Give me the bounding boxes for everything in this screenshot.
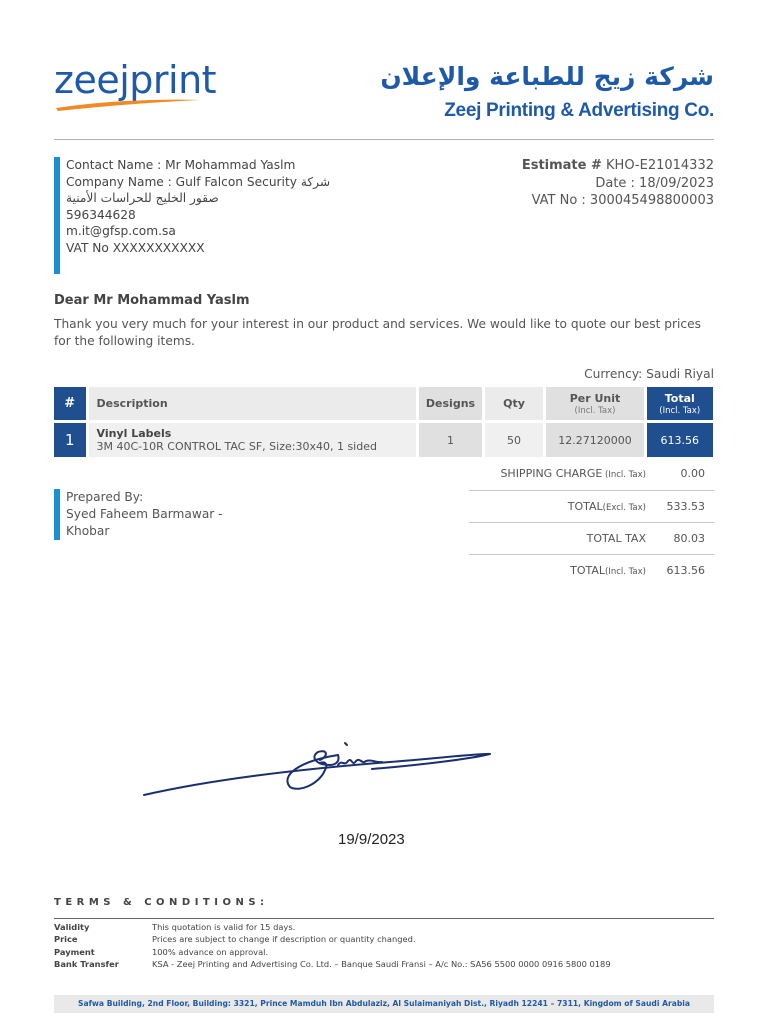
logo-swoosh-icon <box>54 94 204 114</box>
totals-value: 613.56 <box>666 563 705 577</box>
contact-phone: 596344628 <box>66 207 136 222</box>
totals-label <box>469 490 654 522</box>
totals-label-text: SHIPPING CHARGE <box>500 467 603 481</box>
totals-label-text: TOTAL <box>567 499 603 513</box>
totals-row-excl-tax <box>469 490 714 522</box>
company-name-arabic: شركة زيج للطباعة والإعلان <box>380 62 714 91</box>
prepared-by-name: Syed Faheem Barmawar - <box>66 506 223 521</box>
intro-text: Thank you very much for your interest in our product and services. We would like to quote our best prices for the following items. <box>54 317 701 348</box>
estimate-date: Date : 18/09/2023 <box>595 175 714 191</box>
col-header-description: Description <box>87 387 418 420</box>
contact-email: m.it@gfsp.com.sa <box>66 224 176 238</box>
totals-row-tax <box>469 522 714 554</box>
per-unit-note: (Incl. Tax) <box>574 405 616 416</box>
terms-value: KSA - Zeej Printing and Advertising Co. Ltd. – Banque Saudi Fransi – A/c No.: SA56 5500 0000 0916 5800 0189 <box>152 959 611 970</box>
terms-divider <box>54 918 714 919</box>
prepared-by-location: Khobar <box>66 523 110 538</box>
handwritten-signature <box>140 735 500 800</box>
contact-name: Contact Name : Mr Mohammad Yaslm <box>66 158 296 172</box>
totals-label <box>469 522 654 554</box>
col-header-qty: Qty <box>484 387 545 420</box>
contact-company-arabic: صقور الخليج للحراسات الأمنية <box>66 191 219 205</box>
logo-text: zeejprint <box>54 58 217 102</box>
company-logo <box>54 58 217 118</box>
totals-value: 80.03 <box>654 522 714 554</box>
terms-row <box>54 946 714 958</box>
estimate-number: KHO-E21014332 <box>606 158 714 173</box>
greeting: Dear Mr Mohammad Yaslm <box>54 293 250 308</box>
terms-key: Bank Transfer <box>54 959 119 970</box>
terms-value: 100% advance on approval. <box>152 946 269 957</box>
total-note: (Incl. Tax) <box>659 405 701 416</box>
terms-row <box>54 958 714 970</box>
contact-vat: VAT No XXXXXXXXXXX <box>66 240 205 255</box>
contact-company: Company Name : Gulf Falcon Security شركة <box>66 174 331 189</box>
items-header-row <box>54 387 713 420</box>
total-label: Total <box>664 391 695 405</box>
item-qty: 50 <box>484 423 545 457</box>
totals-value: 533.53 <box>654 490 714 522</box>
currency-label: Currency: Saudi Riyal <box>584 367 714 381</box>
terms-row <box>54 933 714 945</box>
terms-title: TERMS & CONDITIONS: <box>54 897 269 908</box>
col-header-total <box>646 387 713 420</box>
per-unit-label: Per Unit <box>569 391 621 405</box>
estimate-vat: VAT No : 300045498800003 <box>531 193 714 208</box>
estimate-number-line <box>522 157 714 175</box>
terms-value: Prices are subject to change if description or quantity changed. <box>152 934 416 945</box>
item-description <box>87 423 418 457</box>
totals-row-shipping <box>469 458 714 490</box>
prepared-by-label: Prepared By: <box>66 490 144 504</box>
totals-label <box>469 458 654 490</box>
item-detail: 3M 40C-10R CONTROL TAC SF, Size:30x40, 1 sided <box>96 440 377 453</box>
terms-row <box>54 921 714 933</box>
contact-block <box>54 157 374 274</box>
item-per-unit: 12.27120000 <box>545 423 646 457</box>
terms-key: Price <box>54 934 78 945</box>
estimate-info <box>522 157 714 210</box>
footer-address: Safwa Building, 2nd Floor, Building: 3321, Prince Mamduh Ibn Abdulaziz, Al Sulaimaniyah Dist., Riyadh 12241 – 7311, Kingdom of Saudi Arabia <box>54 995 714 1013</box>
col-header-designs: Designs <box>418 387 484 420</box>
header-divider <box>54 139 714 140</box>
totals-label-note: (Incl. Tax) <box>605 566 646 577</box>
item-title: Vinyl Labels <box>96 426 172 440</box>
totals-label <box>469 554 654 586</box>
signature-date: 19/9/2023 <box>338 831 405 848</box>
terms-key: Validity <box>54 922 90 932</box>
company-name-english: Zeej Printing & Advertising Co. <box>444 100 714 121</box>
items-table <box>54 387 714 457</box>
totals-label-text: TOTAL <box>570 563 605 577</box>
table-row <box>54 423 713 457</box>
col-header-per-unit <box>545 387 646 420</box>
terms-table <box>54 921 714 971</box>
terms-key: Payment <box>54 946 95 957</box>
item-total: 613.56 <box>646 423 713 457</box>
totals-row-incl-tax <box>469 554 714 586</box>
totals-table <box>469 458 714 586</box>
totals-value: 0.00 <box>654 458 714 490</box>
item-number: 1 <box>54 423 87 457</box>
prepared-by-block <box>54 489 254 540</box>
item-designs: 1 <box>418 423 484 457</box>
totals-label-text: TOTAL TAX <box>586 531 646 545</box>
terms-value: This quotation is valid for 15 days. <box>152 922 296 932</box>
totals-label-note: (Incl. Tax) <box>602 470 646 481</box>
estimate-label: Estimate # <box>521 158 602 173</box>
col-header-number: # <box>54 387 87 420</box>
totals-label-note: (Excl. Tax) <box>602 502 646 513</box>
